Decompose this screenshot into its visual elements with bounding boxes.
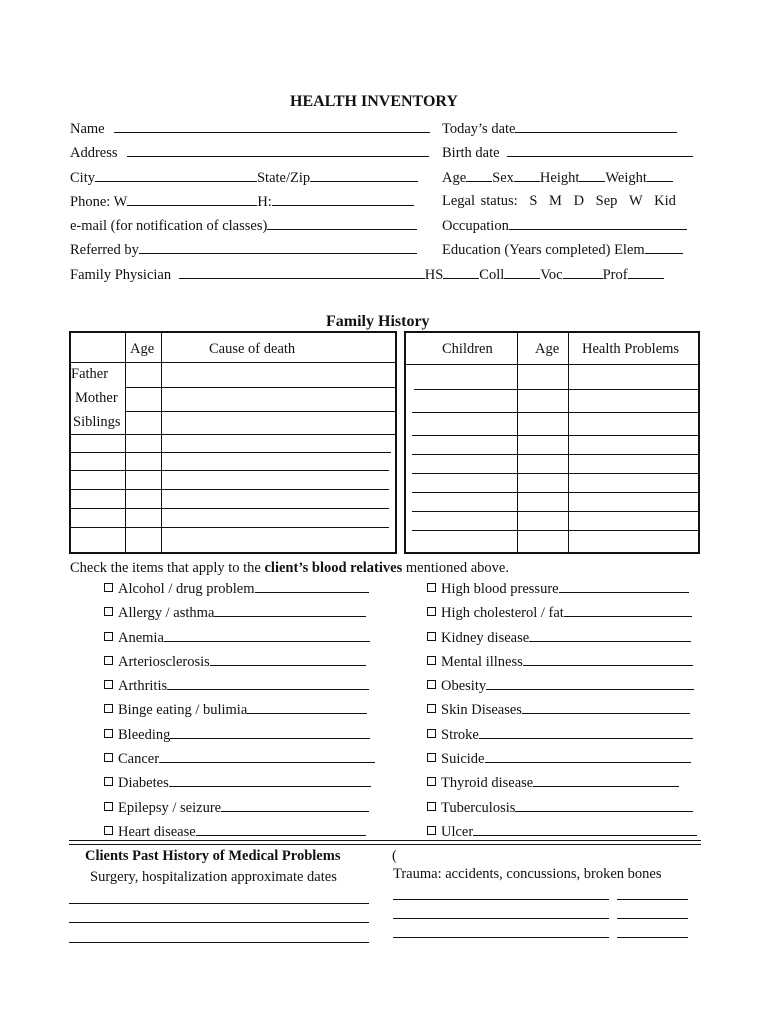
section-divider (69, 840, 701, 845)
family-physician-label: Family Physician (70, 267, 172, 283)
referred-by-label: Referred by (70, 242, 139, 258)
occupation-label: Occupation (442, 218, 509, 234)
legal-option-sep[interactable]: Sep (595, 193, 618, 209)
voc-label: Voc (540, 267, 563, 283)
prof-label: Prof (602, 267, 628, 283)
trauma-subheading: Trauma: accidents, concussions, broken bones (393, 866, 662, 882)
condition-tuberculosis[interactable]: Tuberculosis (427, 799, 693, 817)
condition-stroke[interactable]: Stroke (427, 726, 693, 744)
condition-anemia[interactable]: Anemia (104, 629, 370, 647)
address-field[interactable] (70, 144, 429, 162)
birth-date-field[interactable] (442, 144, 693, 162)
surgery-line[interactable] (69, 922, 369, 923)
legal-option-w[interactable]: W (629, 193, 643, 209)
condition-bleeding[interactable]: Bleeding (104, 726, 370, 744)
state-zip-label: State/Zip (256, 170, 311, 186)
condition-ulcer[interactable]: Ulcer (427, 823, 697, 841)
condition-allergy[interactable]: Allergy / asthma (104, 604, 366, 622)
legal-option-d[interactable]: D (573, 193, 585, 209)
legal-option-kid[interactable]: Kid (654, 193, 676, 209)
education-label: Education (Years completed) Elem (442, 242, 645, 258)
checkbox-icon[interactable] (427, 777, 436, 786)
checkbox-icon[interactable] (427, 753, 436, 762)
checkbox-icon[interactable] (427, 583, 436, 592)
row-father: Father (71, 366, 109, 382)
trauma-date-line[interactable] (617, 899, 688, 900)
condition-epilepsy[interactable]: Epilepsy / seizure (104, 799, 369, 817)
checkbox-icon[interactable] (427, 704, 436, 713)
surgery-line[interactable] (69, 942, 369, 943)
condition-thyroid-disease[interactable]: Thyroid disease (427, 774, 679, 792)
education-field[interactable] (442, 241, 683, 259)
condition-heart-disease[interactable]: Heart disease (104, 823, 366, 841)
condition-mental-illness[interactable]: Mental illness (427, 653, 693, 671)
health-problems-header: Health Problems (582, 341, 680, 357)
checkbox-icon[interactable] (427, 607, 436, 616)
weight-label: Weight (605, 170, 647, 186)
condition-high-cholesterol[interactable]: High cholesterol / fat (427, 604, 692, 622)
trauma-line[interactable] (393, 899, 609, 900)
age-label: Age (442, 170, 467, 186)
legal-option-m[interactable]: M (549, 193, 562, 209)
phone-field[interactable] (70, 193, 414, 211)
left-age-header: Age (130, 341, 155, 357)
checkbox-icon[interactable] (427, 826, 436, 835)
phone-h-label: H: (257, 194, 272, 210)
trauma-line[interactable] (393, 918, 609, 919)
todays-date-label: Today’s date (442, 121, 516, 137)
cause-of-death-header: Cause of death (209, 341, 296, 357)
family-physician-field[interactable] (70, 266, 664, 284)
legal-status-label: Legal status: (442, 193, 518, 209)
checkbox-icon[interactable] (104, 753, 113, 762)
age-sex-height-weight-field[interactable] (442, 169, 673, 187)
checkbox-icon[interactable] (104, 632, 113, 641)
children-header: Children (442, 341, 493, 357)
checkbox-icon[interactable] (427, 729, 436, 738)
condition-cancer[interactable]: Cancer (104, 750, 375, 768)
condition-arthritis[interactable]: Arthritis (104, 677, 369, 695)
checkbox-icon[interactable] (427, 656, 436, 665)
checkbox-icon[interactable] (104, 607, 113, 616)
name-label: Name (70, 121, 105, 137)
city-label: City (70, 170, 95, 186)
condition-alcohol[interactable]: Alcohol / drug problem (104, 580, 369, 598)
checkbox-icon[interactable] (427, 802, 436, 811)
birth-date-label: Birth date (442, 145, 500, 161)
occupation-field[interactable] (442, 217, 687, 235)
checkbox-icon[interactable] (104, 826, 113, 835)
name-field[interactable] (70, 120, 430, 138)
checkbox-icon[interactable] (104, 729, 113, 738)
row-siblings: Siblings (73, 414, 121, 430)
email-label: e-mail (for notification of classes) (70, 218, 268, 234)
past-history-heading: Clients Past History of Medical Problems (85, 848, 341, 864)
checkbox-icon[interactable] (427, 680, 436, 689)
city-state-field[interactable] (70, 169, 418, 187)
referred-by-field[interactable] (70, 241, 417, 259)
checkbox-icon[interactable] (104, 704, 113, 713)
height-label: Height (539, 170, 580, 186)
email-field[interactable] (70, 217, 417, 235)
row-mother: Mother (75, 390, 118, 406)
condition-skin-diseases[interactable]: Skin Diseases (427, 701, 690, 719)
trauma-date-line[interactable] (617, 918, 688, 919)
trauma-line[interactable] (393, 937, 609, 938)
check-instructions: Check the items that apply to the client’s blood relatives mentioned above. (70, 560, 509, 576)
condition-diabetes[interactable]: Diabetes (104, 774, 371, 792)
surgery-line[interactable] (69, 903, 369, 904)
condition-obesity[interactable]: Obesity (427, 677, 694, 695)
open-paren: ( (392, 848, 397, 864)
deceased-relatives-table (69, 331, 397, 554)
condition-arteriosclerosis[interactable]: Arteriosclerosis (104, 653, 366, 671)
checkbox-icon[interactable] (427, 632, 436, 641)
address-label: Address (70, 145, 118, 161)
condition-binge-eating[interactable]: Binge eating / bulimia (104, 701, 367, 719)
checkbox-icon[interactable] (104, 583, 113, 592)
family-history-heading: Family History (326, 313, 430, 330)
right-age-header: Age (535, 341, 560, 357)
surgery-subheading: Surgery, hospitalization approximate dates (90, 869, 337, 885)
condition-high-blood-pressure[interactable]: High blood pressure (427, 580, 689, 598)
checkbox-icon[interactable] (104, 777, 113, 786)
checkbox-icon[interactable] (104, 680, 113, 689)
sex-label: Sex (492, 170, 514, 186)
hs-label: HS (424, 267, 444, 283)
checkbox-icon[interactable] (104, 656, 113, 665)
trauma-date-line[interactable] (617, 937, 688, 938)
page-title: HEALTH INVENTORY (290, 93, 458, 110)
legal-option-s[interactable]: S (529, 193, 538, 209)
checkbox-icon[interactable] (104, 802, 113, 811)
coll-label: Coll (479, 267, 505, 283)
legal-status-field[interactable] (442, 193, 676, 210)
condition-kidney-disease[interactable]: Kidney disease (427, 629, 691, 647)
condition-suicide[interactable]: Suicide (427, 750, 691, 768)
phone-w-label: Phone: W (70, 194, 128, 210)
todays-date-field[interactable] (442, 120, 677, 138)
